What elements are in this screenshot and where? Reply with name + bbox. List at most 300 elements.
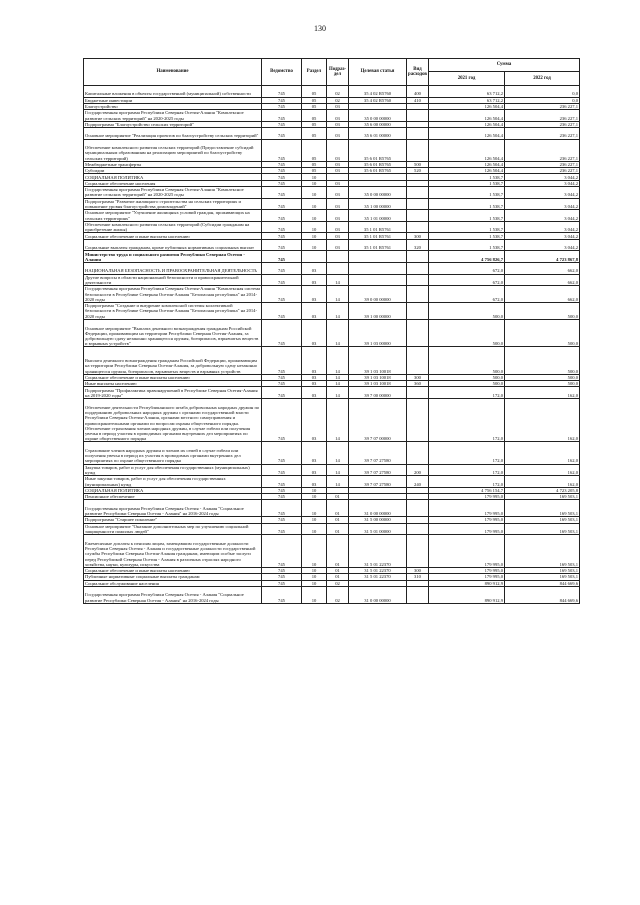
row-section: 05	[302, 86, 327, 98]
row-sum-2022: 169 503,1	[505, 500, 580, 517]
row-subsection	[327, 251, 349, 263]
row-subsection: 01	[327, 494, 349, 500]
row-sum-2021: 172,0	[429, 442, 505, 464]
table-row	[84, 347, 580, 375]
row-name: Социальные выплаты гражданам, кроме публичных нормативных социальных выплат	[84, 239, 262, 251]
table-row	[84, 139, 580, 161]
row-exp-type: 410	[407, 97, 429, 103]
row-section: 10	[302, 500, 327, 517]
row-sum-2021: 1 538,7	[429, 198, 505, 210]
row-section: 10	[302, 574, 327, 580]
row-name: Бюджетные инвестиции	[84, 97, 262, 103]
row-section: 10	[302, 180, 327, 186]
row-sum-2021: 1 538,7	[429, 233, 505, 239]
row-subsection: 14	[327, 302, 349, 319]
row-exp-type	[407, 347, 429, 375]
row-dept: 745	[262, 464, 302, 476]
row-name: Подпрограмма "Развитие жилищного строительства на сельских территориях и повышение уровня благоустройства домовладений"	[84, 198, 262, 210]
row-sum-2022: 0,0	[505, 97, 580, 103]
row-sum-2021: 179 995,0	[429, 523, 505, 535]
row-sum-2021: 172,0	[429, 476, 505, 488]
row-dept: 745	[262, 97, 302, 103]
row-section: 05	[302, 128, 327, 140]
row-subsection: 03	[327, 161, 349, 167]
table-row	[84, 286, 580, 303]
row-exp-type: 240	[407, 476, 429, 488]
row-sum-2021: 500,0	[429, 319, 505, 347]
row-subsection: 14	[327, 374, 349, 380]
row-sum-2022: 4 723 867,8	[505, 251, 580, 263]
row-target: 35 1 00 00000	[349, 198, 407, 210]
table-row	[84, 319, 580, 347]
row-sum-2022: 3 044,2	[505, 221, 580, 233]
row-section: 10	[302, 210, 327, 222]
row-dept: 745	[262, 128, 302, 140]
row-subsection: 14	[327, 274, 349, 286]
table-row	[84, 187, 580, 199]
row-target: 35 1 01 R5761	[349, 239, 407, 251]
row-sum-2021: 172,0	[429, 399, 505, 442]
row-name: Закупка товаров, работ и услуг для обеспечения государственных (муниципальных) нужд	[84, 464, 262, 476]
row-section: 03	[302, 442, 327, 464]
row-sum-2021: 126 504,4	[429, 121, 505, 127]
table-row	[84, 464, 580, 476]
row-name: Страхование членов народных дружин и членов их семей в случае гибели или получения увечья в период их участия в проводимых органами внутренних дел мероприятиях по охране общественного порядка	[84, 442, 262, 464]
row-sum-2021: 890 912,9	[429, 580, 505, 586]
row-sum-2021: 63 712,2	[429, 97, 505, 103]
row-dept: 745	[262, 161, 302, 167]
header-exp-type: Вид расходов	[407, 59, 429, 86]
row-subsection: 14	[327, 387, 349, 399]
row-sum-2021: 1 538,7	[429, 210, 505, 222]
row-subsection: 03	[327, 198, 349, 210]
row-dept: 745	[262, 121, 302, 127]
row-target: 39 1 03 10018	[349, 381, 407, 387]
row-subsection: 01	[327, 535, 349, 568]
row-subsection: 14	[327, 399, 349, 442]
row-section: 03	[302, 374, 327, 380]
row-exp-type	[407, 221, 429, 233]
row-dept: 745	[262, 174, 302, 180]
row-sum-2022: 3 044,2	[505, 239, 580, 251]
row-section	[302, 251, 327, 263]
table-row	[84, 221, 580, 233]
row-subsection: 03	[327, 187, 349, 199]
row-exp-type	[407, 523, 429, 535]
row-dept: 745	[262, 221, 302, 233]
row-section: 10	[302, 523, 327, 535]
row-name: Социальное обеспечение и иные выплаты населению	[84, 233, 262, 239]
row-section: 03	[302, 286, 327, 303]
row-subsection: 14	[327, 286, 349, 303]
row-sum-2021: 126 504,4	[429, 128, 505, 140]
row-exp-type: 300	[407, 233, 429, 239]
row-subsection: 01	[327, 574, 349, 580]
row-target: 35 6 01 00000	[349, 128, 407, 140]
row-name: Социальное обеспечение и иные выплаты населению	[84, 568, 262, 574]
row-sum-2022: 162,0	[505, 399, 580, 442]
table-row	[84, 387, 580, 399]
row-sum-2022: 4 723 205,8	[505, 487, 580, 493]
row-name: Основное мероприятие "Реализация проектов по благоустройству сельских территорий"	[84, 128, 262, 140]
row-subsection: 01	[327, 500, 349, 517]
row-section: 03	[302, 476, 327, 488]
row-exp-type: 320	[407, 239, 429, 251]
row-target: 35 1 01 R5761	[349, 221, 407, 233]
row-sum-2022: 500,0	[505, 374, 580, 380]
row-subsection: 01	[327, 568, 349, 574]
header-dept: Ведомство	[262, 59, 302, 86]
row-dept: 745	[262, 387, 302, 399]
row-section: 05	[302, 168, 327, 174]
row-dept: 745	[262, 168, 302, 174]
table-row	[84, 210, 580, 222]
row-sum-2021: 672,0	[429, 274, 505, 286]
row-target: 35 4 02 R5760	[349, 86, 407, 98]
row-name: СОЦИАЛЬНАЯ ПОЛИТИКА	[84, 174, 262, 180]
row-target: 31 0 00 00000	[349, 586, 407, 603]
row-name: Подпрограмма "Профилактика правонарушений в Республике Северная Осетия-Алания на 2019-2020 годы"	[84, 387, 262, 399]
row-subsection: 02	[327, 97, 349, 103]
row-name: Межбюджетные трансферты	[84, 161, 262, 167]
row-target: 39 7 07 27580	[349, 442, 407, 464]
row-subsection: 14	[327, 442, 349, 464]
row-target	[349, 262, 407, 274]
row-target: 39 7 00 00000	[349, 387, 407, 399]
row-exp-type	[407, 302, 429, 319]
row-section: 10	[302, 187, 327, 199]
row-section: 10	[302, 535, 327, 568]
row-dept: 745	[262, 347, 302, 375]
row-dept: 745	[262, 523, 302, 535]
row-target: 35 0 00 00000	[349, 187, 407, 199]
row-dept: 745	[262, 487, 302, 493]
row-subsection: 03	[327, 103, 349, 109]
row-dept: 745	[262, 374, 302, 380]
row-sum-2022: 236 227,1	[505, 103, 580, 109]
row-target: 31 0 00 00000	[349, 500, 407, 517]
row-section: 03	[302, 399, 327, 442]
row-section: 10	[302, 198, 327, 210]
row-name: Иные выплаты населению	[84, 381, 262, 387]
row-sum-2022: 236 227,1	[505, 161, 580, 167]
row-sum-2021: 500,0	[429, 374, 505, 380]
row-sum-2021: 672,0	[429, 286, 505, 303]
row-target: 39 1 03 00000	[349, 319, 407, 347]
header-subsection: Подраз-дел	[327, 59, 349, 86]
row-name: Благоустройство	[84, 103, 262, 109]
row-section: 03	[302, 347, 327, 375]
row-dept: 745	[262, 251, 302, 263]
row-sum-2021: 500,0	[429, 381, 505, 387]
row-section: 05	[302, 139, 327, 161]
row-name: Подпрограмма "Старшее поколение"	[84, 517, 262, 523]
row-sum-2022: 169 503,1	[505, 523, 580, 535]
row-dept: 745	[262, 494, 302, 500]
row-sum-2022: 500,0	[505, 302, 580, 319]
row-name: Выплата денежного вознаграждения гражданам Российской Федерации, проживающим на территории Республики Северная Осетия-Алания, за добровольную сдачу незаконно хранящегося оружия, боеприпасов, взрывчатых веществ и взрывных устройств	[84, 347, 262, 375]
row-name: Иные закупки товаров, работ и услуг для обеспечения государственных (муниципальных) нужд	[84, 476, 262, 488]
row-target: 39 1 03 10018	[349, 347, 407, 375]
row-name: Государственная программа Республики Северная Осетия-Алания "Комплексное развитие сельских территорий" на 2020-2025 годы	[84, 187, 262, 199]
row-name: Обеспечение комплексного развития сельских территорий (Предоставление субсидий муниципальным образованиям на реализацию мероприятий по благоустройству сельских территорий)	[84, 139, 262, 161]
row-name: Другие вопросы в области национальной безопасности и правоохранительной деятельности	[84, 274, 262, 286]
table-row	[84, 535, 580, 568]
row-target: 35 6 01 R5765	[349, 168, 407, 174]
row-sum-2022: 169 503,1	[505, 568, 580, 574]
row-sum-2022: 662,0	[505, 262, 580, 274]
row-sum-2022: 844 669,6	[505, 586, 580, 603]
row-subsection: 03	[327, 168, 349, 174]
row-name: Государственная программа Республики Северная Осетия - Алания "Социальное развитие Республики Северная Осетия - Алания" на 2016-2024 годы	[84, 500, 262, 517]
row-name: Пенсионное обеспечение	[84, 494, 262, 500]
row-subsection	[327, 262, 349, 274]
row-name: Капитальные вложения в объекты государственной (муниципальной) собственности	[84, 86, 262, 98]
row-name: Государственная программа Республики Северная Осетия-Алания "Комплексная система безопасности в Республике Северная Осетия-Алания "Безопасная республика" на 2014-2020 годы	[85, 286, 261, 302]
row-exp-type: 360	[407, 381, 429, 387]
row-exp-type: 200	[407, 464, 429, 476]
row-sum-2022: 162,0	[505, 387, 580, 399]
header-2021: 2021 год	[429, 72, 505, 86]
row-sum-2021: 890 912,9	[429, 586, 505, 603]
row-dept: 745	[262, 302, 302, 319]
row-subsection: 14	[327, 476, 349, 488]
row-sum-2022: 162,0	[505, 476, 580, 488]
row-subsection: 03	[327, 121, 349, 127]
row-section: 10	[302, 221, 327, 233]
row-sum-2021: 1 538,7	[429, 187, 505, 199]
row-section: 05	[302, 103, 327, 109]
row-name: Публичные нормативные социальные выплаты гражданам	[84, 574, 262, 580]
row-section: 03	[302, 381, 327, 387]
row-subsection: 02	[327, 580, 349, 586]
table-row	[84, 476, 580, 488]
row-dept: 745	[262, 442, 302, 464]
row-sum-2022: 844 669,6	[505, 580, 580, 586]
row-sum-2022: 236 227,1	[505, 121, 580, 127]
row-exp-type	[407, 274, 429, 286]
row-section: 10	[302, 174, 327, 180]
row-sum-2022: 3 044,2	[505, 174, 580, 180]
row-dept: 745	[262, 139, 302, 161]
row-section: 05	[302, 97, 327, 103]
table-row	[84, 586, 580, 603]
row-dept: 745	[262, 210, 302, 222]
row-sum-2021: 4 756 826,7	[429, 251, 505, 263]
row-sum-2022: 662,0	[505, 274, 580, 286]
row-exp-type	[407, 535, 429, 568]
header-target: Целевая статья	[349, 59, 407, 86]
table-row	[84, 442, 580, 464]
row-subsection: 03	[327, 221, 349, 233]
row-subsection: 03	[327, 210, 349, 222]
row-sum-2021: 500,0	[429, 347, 505, 375]
row-subsection: 03	[327, 128, 349, 140]
row-sum-2021: 63 712,2	[429, 86, 505, 98]
row-target: 39 7 07 27580	[349, 476, 407, 488]
row-section: 03	[302, 319, 327, 347]
row-name: СОЦИАЛЬНАЯ ПОЛИТИКА	[84, 487, 262, 493]
row-subsection: 02	[327, 86, 349, 98]
row-exp-type	[407, 262, 429, 274]
row-sum-2021: 179 995,0	[429, 517, 505, 523]
row-target: 35 6 01 R5765	[349, 161, 407, 167]
row-name: Основное мероприятие "Улучшение жилищных условий граждан, проживающих на сельских территориях"	[84, 210, 262, 222]
row-section: 10	[302, 586, 327, 603]
row-sum-2022: 169 503,1	[505, 574, 580, 580]
row-sum-2021: 172,0	[429, 387, 505, 399]
row-sum-2021: 179 995,0	[429, 494, 505, 500]
table-row	[84, 399, 580, 442]
row-dept: 745	[262, 535, 302, 568]
row-dept: 745	[262, 574, 302, 580]
row-subsection: 14	[327, 347, 349, 375]
row-sum-2022: 169 503,1	[505, 494, 580, 500]
table-row	[84, 110, 580, 122]
row-sum-2021: 126 504,4	[429, 103, 505, 109]
row-name: Государственная программа Республики Северная Осетия-Алания "Комплексное развитие сельских территорий" на 2020-2025 годы	[84, 110, 262, 122]
row-subsection: 14	[327, 381, 349, 387]
row-sum-2022: 662,0	[505, 286, 580, 303]
row-sum-2022: 169 503,1	[505, 535, 580, 568]
row-subsection: 03	[327, 239, 349, 251]
row-target: 35 1 01 R5761	[349, 233, 407, 239]
row-exp-type	[407, 319, 429, 347]
row-sum-2022: 236 227,1	[505, 139, 580, 161]
row-sum-2021: 126 504,4	[429, 110, 505, 122]
row-subsection: 03	[327, 139, 349, 161]
row-dept: 745	[262, 580, 302, 586]
row-section: 05	[302, 121, 327, 127]
row-exp-type	[407, 399, 429, 442]
row-sum-2022: 3 044,2	[505, 198, 580, 210]
row-target	[349, 274, 407, 286]
row-dept: 745	[262, 103, 302, 109]
row-name: Основное мероприятие "Выплата денежного вознаграждения гражданам Российской Федерации, проживающим на территории Республики Северная Осетия-Алания, за добровольную сдачу незаконно хранящегося оружия, боеприпасов, взрывчатых веществ и взрывных устройств"	[84, 319, 262, 347]
row-name: Обеспечение деятельности Республиканского штаба добровольных народных дружин по поддержанию добровольных народных дружин с органами государственной власти Республики Северная Осетия-Алания, органами местного самоуправления и правоохранительными органами по вопросам охраны общественного порядка. Обеспечение страхования членов народных дружин, в случае гибели или получения увечья в период участия в проводимых органами внутренних дел мероприятиях по охране общественного порядка	[84, 399, 262, 442]
row-dept: 745	[262, 86, 302, 98]
row-target: 39 7 07 27580	[349, 464, 407, 476]
table-row	[84, 86, 580, 98]
table-body	[84, 86, 580, 604]
row-exp-type	[407, 139, 429, 161]
row-sum-2022: 3 044,2	[505, 187, 580, 199]
row-section: 05	[302, 110, 327, 122]
row-sum-2022: 3 044,2	[505, 233, 580, 239]
row-target: 35 4 02 R5760	[349, 97, 407, 103]
row-name: Ежемесячные доплаты к пенсиям лицам, замещавшим государственные должности Республики Северная Осетия - Алания и государственные должности государственной службы Республики Северная Осетия-Алания гражданам, имеющим особые заслуги перед Республикой Северная Осетия - Алания в различных отраслях народного хозяйства, науки, культуры, искусства	[84, 535, 262, 568]
table-row	[84, 198, 580, 210]
row-exp-type: 300	[407, 374, 429, 380]
header-sum: Сумма	[429, 59, 580, 72]
row-name: Подпрограмма "Создание и внедрение комплексной системы коллективной безопасности в Республике Северная Осетия-Алания "Безопасная республика" на 2014-2020 годы	[84, 302, 262, 319]
row-subsection: 14	[327, 464, 349, 476]
row-target	[349, 251, 407, 263]
row-exp-type: 400	[407, 86, 429, 98]
row-dept: 745	[262, 319, 302, 347]
row-name: Социальное обеспечение населения	[84, 180, 262, 186]
row-name: Социальное обеспечение и иные выплаты населению	[84, 374, 262, 380]
row-sum-2022: 3 044,2	[505, 180, 580, 186]
row-section: 10	[302, 580, 327, 586]
row-section: 03	[302, 464, 327, 476]
row-target: 35 0 00 00000	[349, 110, 407, 122]
row-subsection: 03	[327, 110, 349, 122]
row-dept: 745	[262, 517, 302, 523]
table-row	[84, 500, 580, 517]
row-target: 39 7 07 00000	[349, 399, 407, 442]
row-target: 35 6 01 R5765	[349, 139, 407, 161]
row-subsection: 03	[327, 233, 349, 239]
header-section: Раздел	[302, 59, 327, 86]
row-exp-type	[407, 210, 429, 222]
table-row	[84, 251, 580, 263]
row-sum-2021: 179 995,0	[429, 535, 505, 568]
table-row	[84, 262, 580, 274]
row-sum-2022: 162,0	[505, 442, 580, 464]
row-dept: 745	[262, 262, 302, 274]
row-exp-type	[407, 110, 429, 122]
row-sum-2022: 500,0	[505, 381, 580, 387]
row-sum-2021: 126 504,4	[429, 168, 505, 174]
row-sum-2021: 179 995,0	[429, 568, 505, 574]
row-sum-2021: 1 538,7	[429, 221, 505, 233]
row-sum-2021: 179 995,0	[429, 574, 505, 580]
row-exp-type	[407, 187, 429, 199]
row-dept: 745	[262, 187, 302, 199]
row-sum-2021: 172,0	[429, 464, 505, 476]
row-section: 03	[302, 262, 327, 274]
row-exp-type: 310	[407, 574, 429, 580]
row-exp-type	[407, 500, 429, 517]
row-target: 31 5 01 22370	[349, 535, 407, 568]
row-dept: 745	[262, 500, 302, 517]
row-exp-type	[407, 442, 429, 464]
row-sum-2022: 169 503,1	[505, 517, 580, 523]
row-dept: 745	[262, 274, 302, 286]
row-section: 03	[302, 387, 327, 399]
row-sum-2021: 1 538,7	[429, 180, 505, 186]
header-name: Наименование	[84, 59, 262, 86]
row-name: НАЦИОНАЛЬНАЯ БЕЗОПАСНОСТЬ И ПРАВООХРАНИТЕЛЬНАЯ ДЕЯТЕЛЬНОСТЬ	[84, 262, 262, 274]
row-target: 31 5 00 00000	[349, 517, 407, 523]
row-sum-2021: 1 538,7	[429, 174, 505, 180]
row-exp-type	[407, 586, 429, 603]
row-name: Социальное обслуживание населения	[84, 580, 262, 586]
table-row	[84, 523, 580, 535]
row-target: 35 1 01 00000	[349, 210, 407, 222]
row-section: 03	[302, 302, 327, 319]
row-dept: 745	[262, 586, 302, 603]
row-section: 10	[302, 239, 327, 251]
row-target: 31 5 01 22370	[349, 574, 407, 580]
row-name: Субсидии	[84, 168, 262, 174]
row-section: 03	[302, 274, 327, 286]
table-row	[84, 274, 580, 286]
row-target: 35 6 00 00000	[349, 121, 407, 127]
row-subsection: 14	[327, 319, 349, 347]
row-dept: 745	[262, 180, 302, 186]
row-subsection: 01	[327, 517, 349, 523]
row-dept: 745	[262, 233, 302, 239]
row-sum-2021: 1 538,7	[429, 239, 505, 251]
table-row	[84, 128, 580, 140]
row-exp-type	[407, 251, 429, 263]
row-dept: 745	[262, 568, 302, 574]
row-target: 39 0 00 00000	[349, 286, 407, 303]
row-exp-type: 520	[407, 168, 429, 174]
row-sum-2022: 236 227,1	[505, 168, 580, 174]
